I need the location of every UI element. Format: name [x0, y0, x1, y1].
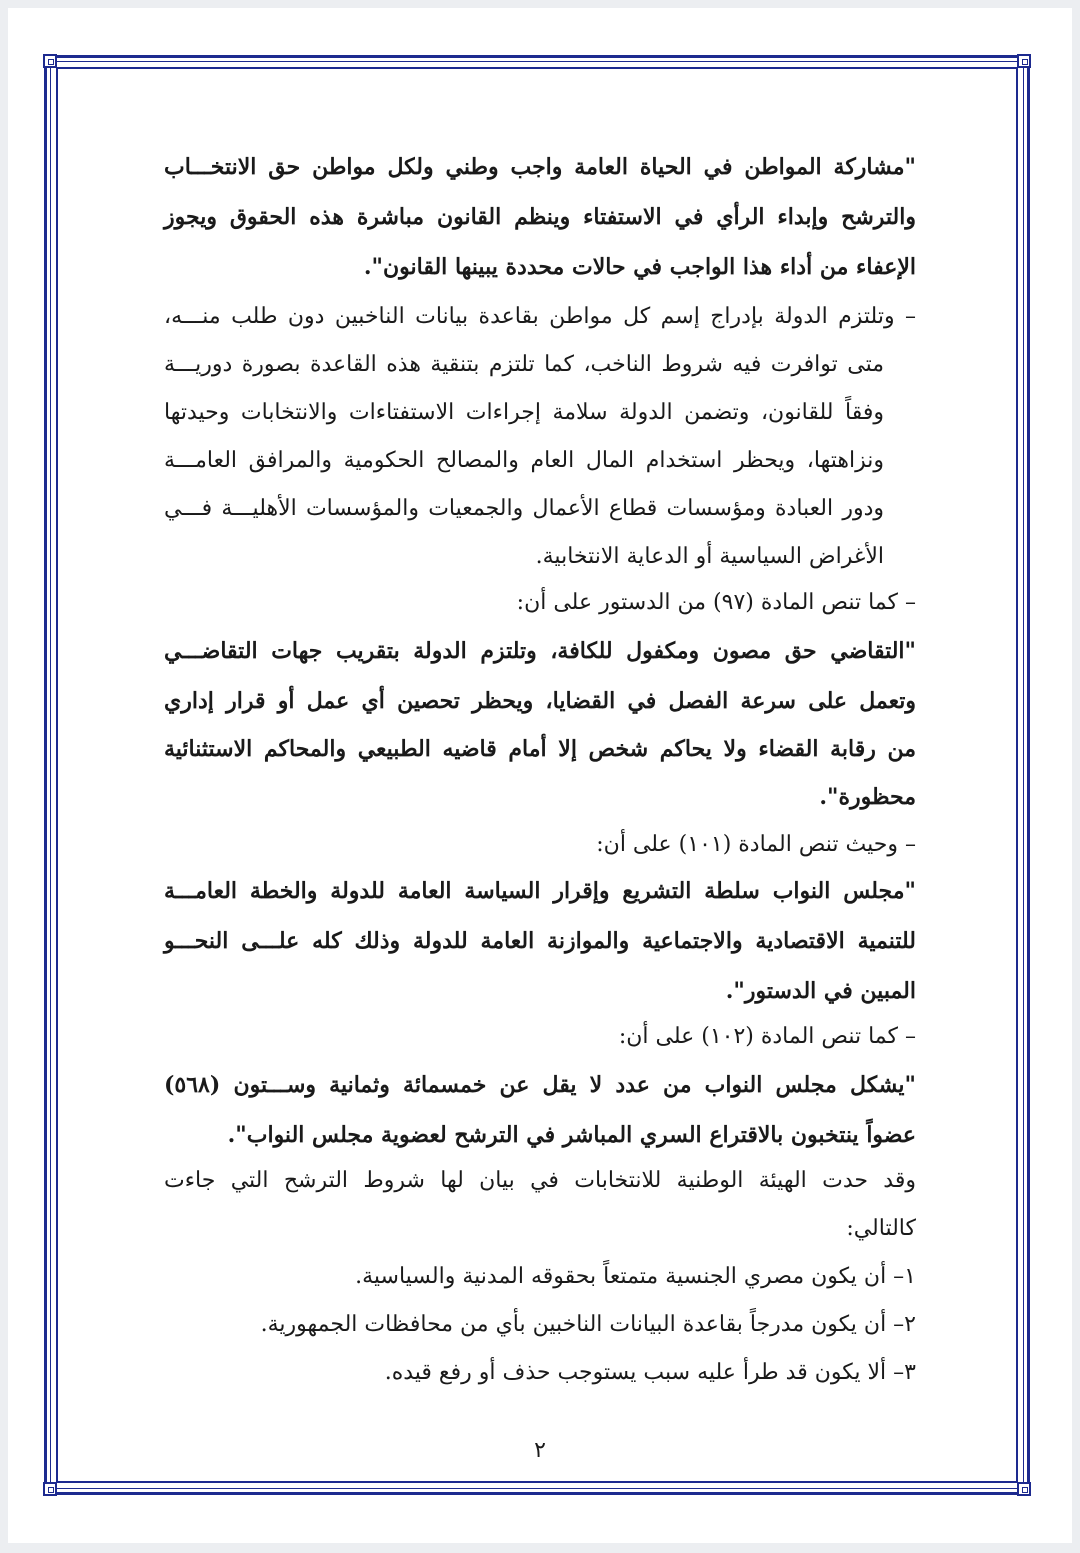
- paragraph-line: الأغراض السياسية أو الدعاية الانتخابية.: [535, 544, 884, 569]
- bullet-line: – كما تنص المادة (٩٧) من الدستور على أن:: [516, 590, 916, 615]
- border-corner-ornament: [43, 54, 57, 68]
- quote-line: "مشاركة المواطن في الحياة العامة واجب وطني ولكل مواطن حق الانتخـــاب: [164, 154, 916, 180]
- quote-line: محظورة".: [819, 784, 916, 810]
- paragraph-line: وفقاً للقانون، وتضمن الدولة سلامة إجراءات الاستفتاءات والانتخابات وحيدتها: [164, 400, 884, 425]
- quote-line: من رقابة القضاء ولا يحاكم شخص إلا أمام قاضيه الطبيعي والمحاكم الاستثنائية: [164, 736, 916, 762]
- quote-line: والترشح وإبداء الرأي في الاستفتاء وينظم القانون مباشرة هذه الحقوق ويجوز: [164, 204, 916, 230]
- numbered-item: ٢– أن يكون مدرجاً بقاعدة البيانات الناخبين بأي من محافظات الجمهورية.: [260, 1312, 916, 1337]
- border-corner-ornament: [1017, 1482, 1031, 1496]
- numbered-item: ١– أن يكون مصري الجنسية متمتعاً بحقوقه المدنية والسياسية.: [355, 1264, 916, 1289]
- border-corner-ornament: [43, 1482, 57, 1496]
- quote-line: المبين في الدستور".: [725, 978, 916, 1004]
- quote-line: الإعفاء من أداء هذا الواجب في حالات محددة يبينها القانون".: [363, 254, 916, 280]
- paragraph-line: ودور العبادة ومؤسسات قطاع الأعمال والجمعيات والمؤسسات الأهليـــة فـــي: [164, 496, 884, 521]
- quote-line: "مجلس النواب سلطة التشريع وإقرار السياسة العامة للدولة والخطة العامـــة: [164, 878, 916, 904]
- numbered-item: ٣– ألا يكون قد طرأ عليه سبب يستوجب حذف أو رفع قيده.: [384, 1360, 916, 1385]
- quote-line: "يشكل مجلس النواب من عدد لا يقل عن خمسمائة وثمانية وســـتون (٥٦٨): [164, 1072, 916, 1098]
- paragraph-line: ونزاهتها، ويحظر استخدام المال العام والمصالح الحكومية والمرافق العامـــة: [164, 448, 884, 473]
- quote-line: للتنمية الاقتصادية والاجتماعية والموازنة العامة للدولة وذلك كله علـــى النحـــو: [164, 928, 916, 954]
- paragraph-line: كالتالي:: [846, 1216, 916, 1241]
- paragraph-line: متى توافرت فيه شروط الناخب، كما تلتزم بتنقية هذه القاعدة بصورة دوريـــة: [164, 352, 884, 377]
- border-corner-ornament: [1017, 54, 1031, 68]
- bullet-line: – كما تنص المادة (١٠٢) على أن:: [618, 1024, 916, 1049]
- quote-line: وتعمل على سرعة الفصل في القضايا، ويحظر تحصين أي عمل أو قرار إداري: [164, 688, 916, 714]
- paragraph-line: – وتلتزم الدولة بإدراج إسم كل مواطن بقاعدة بيانات الناخبين دون طلب منـــه،: [164, 304, 916, 329]
- page-number: ٢: [534, 1438, 546, 1463]
- quote-line: "التقاضي حق مصون ومكفول للكافة، وتلتزم الدولة بتقريب جهات التقاضـــي: [164, 638, 916, 664]
- paragraph-line: وقد حدت الهيئة الوطنية للانتخابات في بيان لها شروط الترشح التي جاءت: [164, 1168, 916, 1193]
- quote-line: عضواً ينتخبون بالاقتراع السري المباشر في الترشح لعضوية مجلس النواب".: [227, 1122, 916, 1148]
- bullet-line: – وحيث تنص المادة (١٠١) على أن:: [596, 832, 916, 857]
